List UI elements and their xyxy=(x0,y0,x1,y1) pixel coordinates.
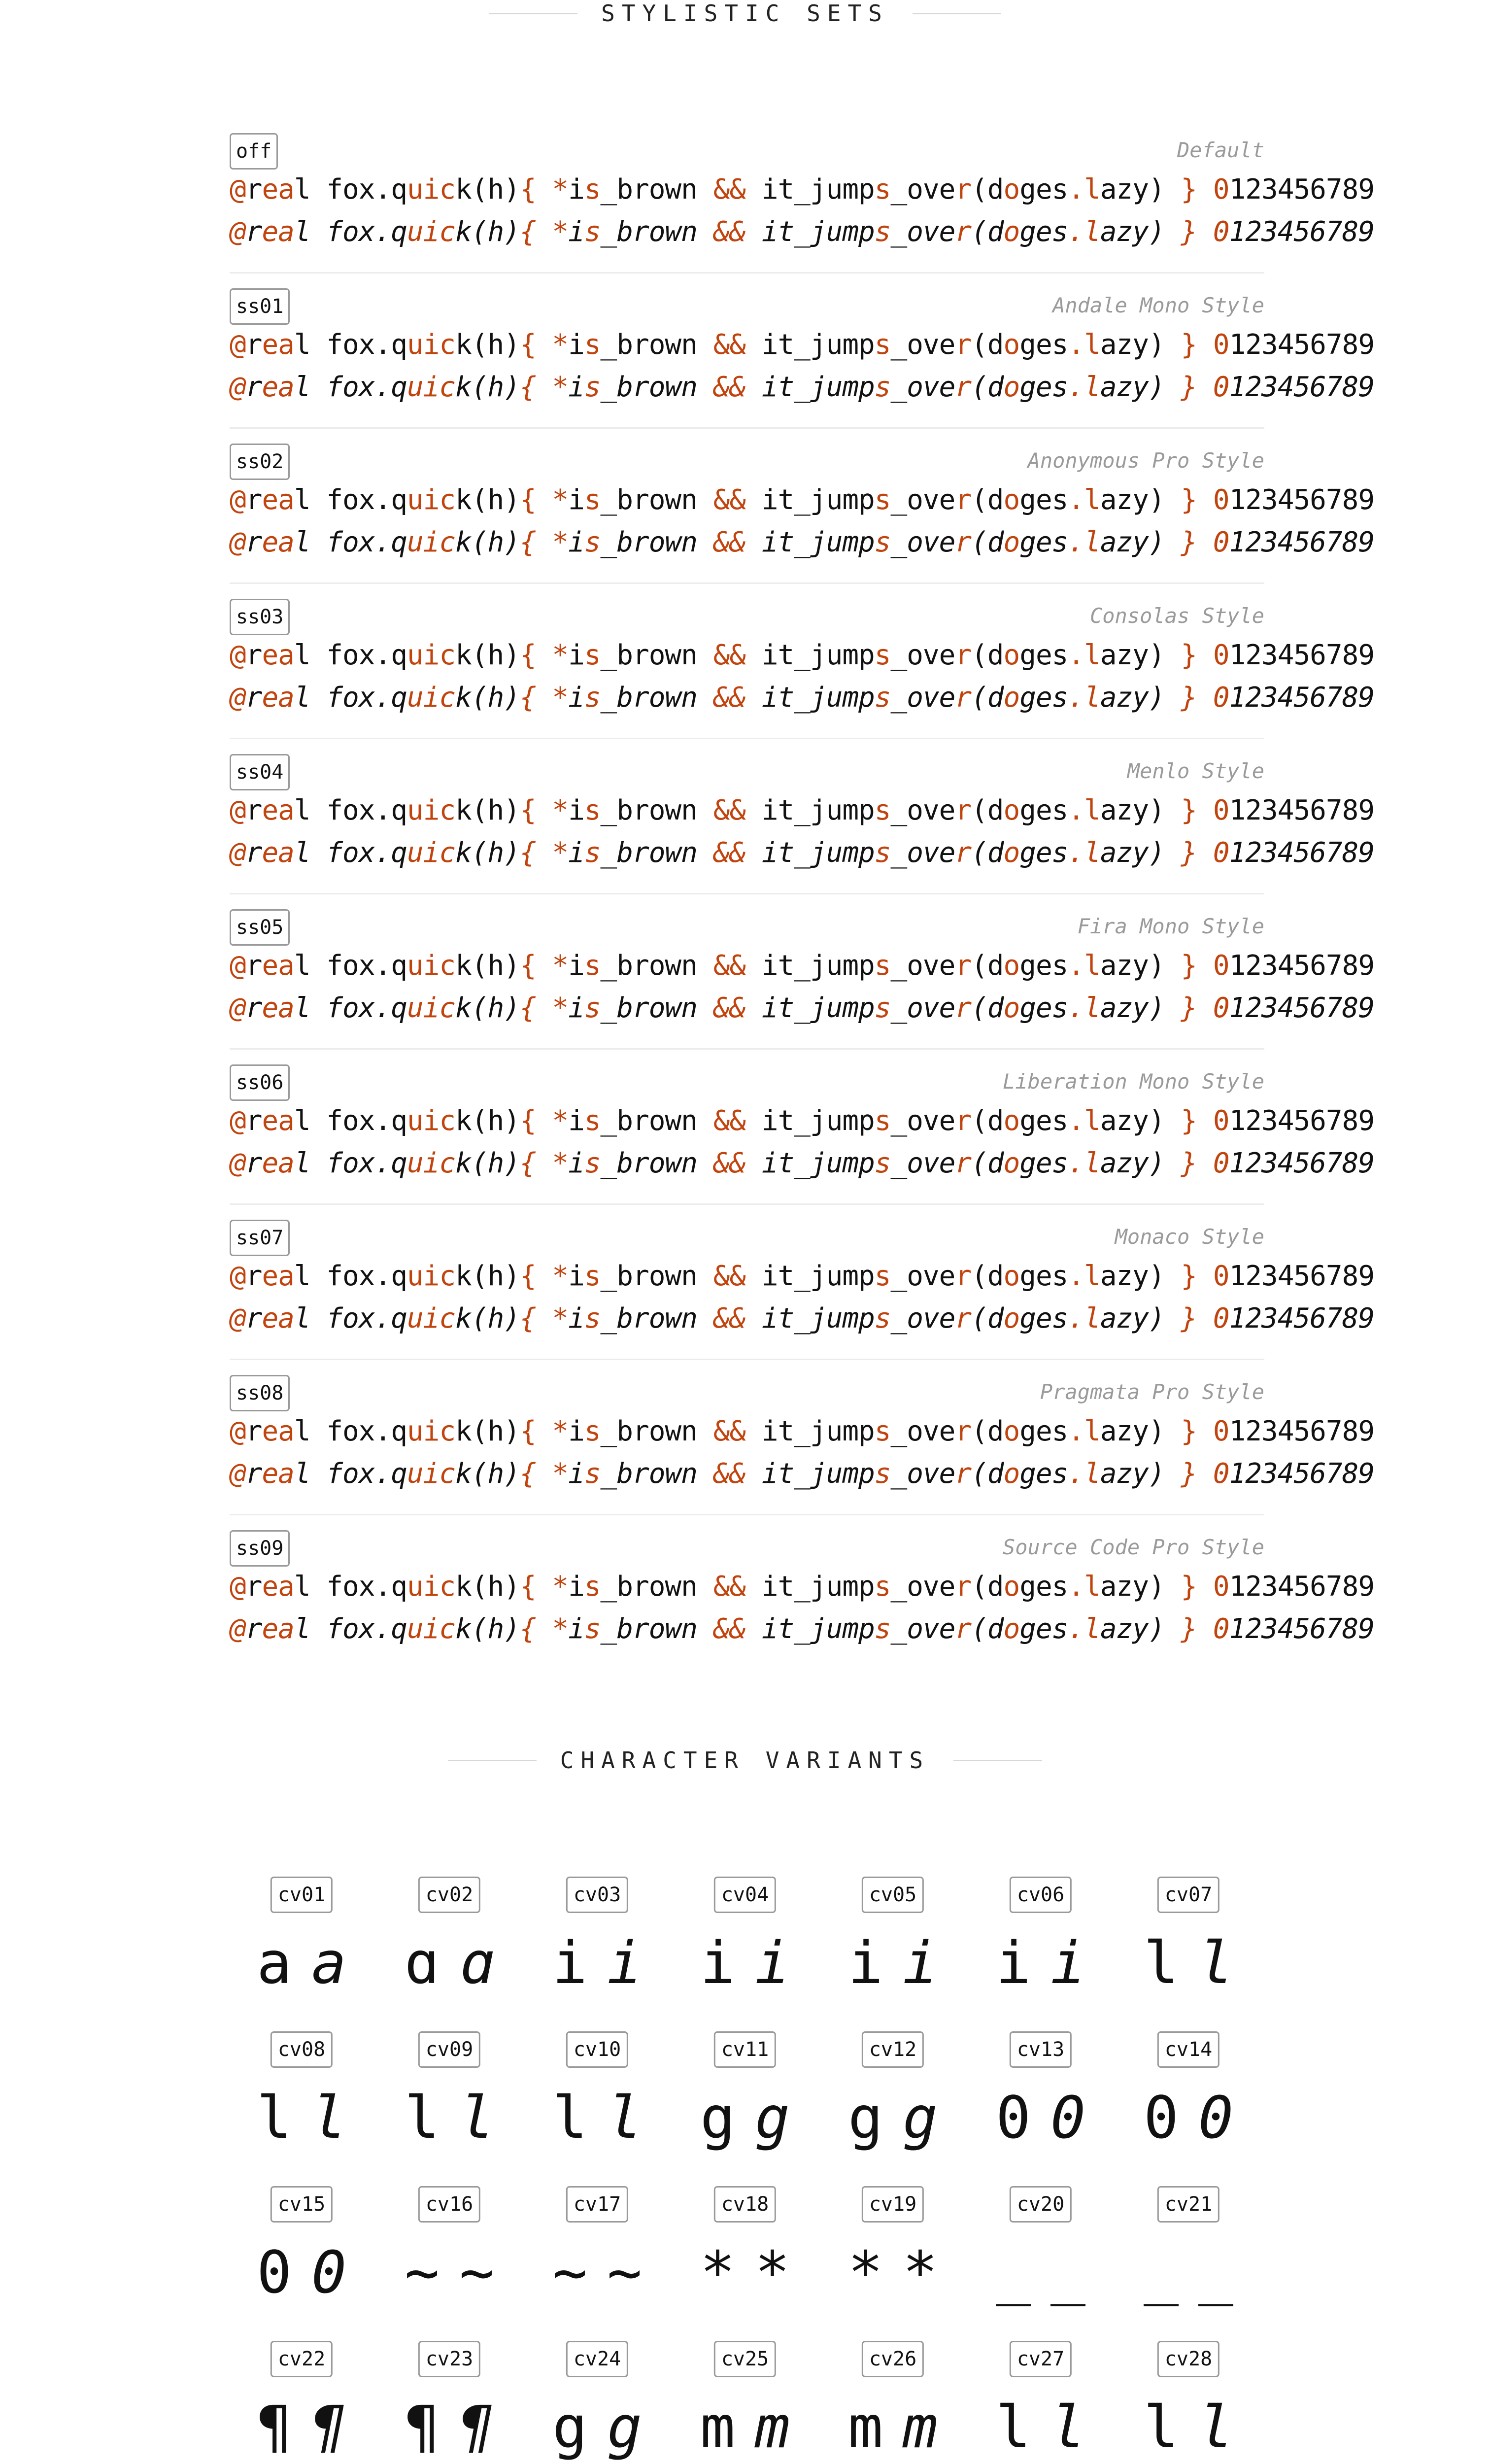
variant-glyphs xyxy=(967,1931,1115,1995)
glyph-upright: _ xyxy=(1143,2238,1179,2306)
variant-tag: cv11 xyxy=(714,2031,776,2068)
code-sample-italic: @real fox.quick(h){ *is_brown && it_jumps_over(doges.lazy) } 0123456789 xyxy=(230,837,1375,869)
variant-tag: cv10 xyxy=(566,2031,628,2068)
glyph-italic: l xyxy=(1198,1929,1234,1997)
set-tag: ss09 xyxy=(230,1530,290,1567)
variant-cv09 xyxy=(375,2031,523,2186)
variant-glyphs xyxy=(375,1931,523,1995)
variant-tag: cv07 xyxy=(1157,1877,1219,1913)
variant-cv22 xyxy=(228,2341,375,2464)
variant-cv25 xyxy=(671,2341,819,2464)
set-name: Fira Mono Style xyxy=(1077,914,1264,938)
set-tag: ss04 xyxy=(230,754,290,790)
code-sample-italic: @real fox.quick(h){ *is_brown && it_jumps_over(doges.lazy) } 0123456789 xyxy=(230,526,1375,558)
variant-glyphs xyxy=(523,2395,671,2459)
glyph-upright: ɑ xyxy=(404,1929,440,1997)
variant-cv26 xyxy=(819,2341,967,2464)
glyph-upright: i xyxy=(700,1929,735,1997)
variant-tag: cv15 xyxy=(271,2186,333,2223)
code-sample-italic: @real fox.quick(h){ *is_brown && it_jumps_over(doges.lazy) } 0123456789 xyxy=(230,992,1375,1024)
glyph-upright: l xyxy=(404,2084,440,2152)
glyph-italic: ~ xyxy=(459,2238,495,2306)
variant-glyphs xyxy=(1115,2240,1262,2304)
code-sample-upright: @real fox.quick(h){ *is_brown && it_jumps_over(doges.lazy) } 0123456789 xyxy=(230,1415,1375,1447)
glyph-italic: * xyxy=(755,2238,790,2306)
variant-cv16 xyxy=(375,2186,523,2341)
variant-tag: cv18 xyxy=(714,2186,776,2223)
code-sample-upright: @real fox.quick(h){ *is_brown && it_jumps_over(doges.lazy) } 0123456789 xyxy=(230,484,1375,516)
variant-cv04 xyxy=(671,1877,819,2031)
glyph-italic: l xyxy=(311,2084,347,2152)
variant-cv08 xyxy=(228,2031,375,2186)
divider xyxy=(953,1760,1042,1761)
glyph-upright: ¶ xyxy=(256,2393,292,2461)
set-name: Andale Mono Style xyxy=(1052,293,1264,317)
variant-tag: cv02 xyxy=(418,1877,480,1913)
glyph-italic: l xyxy=(1198,2393,1234,2461)
code-sample-upright: @real fox.quick(h){ *is_brown && it_jumps_over(doges.lazy) } 0123456789 xyxy=(230,329,1375,361)
variant-tag: cv03 xyxy=(566,1877,628,1913)
variant-glyphs xyxy=(671,2086,819,2150)
glyph-italic: ¶ xyxy=(311,2393,347,2461)
variant-cv24 xyxy=(523,2341,671,2464)
variant-cv05 xyxy=(819,1877,967,2031)
code-sample-italic: @real fox.quick(h){ *is_brown && it_jumps_over(doges.lazy) } 0123456789 xyxy=(230,682,1375,714)
set-name: Liberation Mono Style xyxy=(1002,1069,1264,1094)
variant-tag: cv04 xyxy=(714,1877,776,1913)
variant-tag: cv13 xyxy=(1010,2031,1072,2068)
glyph-upright: _ xyxy=(995,2238,1031,2306)
set-tag: ss05 xyxy=(230,909,290,946)
variant-tag: cv28 xyxy=(1157,2341,1219,2377)
code-sample-upright: @real fox.quick(h){ *is_brown && it_jumps_over(doges.lazy) } 0123456789 xyxy=(230,639,1375,671)
glyph-upright: ~ xyxy=(404,2238,440,2306)
variant-row xyxy=(0,1877,1490,2031)
stylistic-set-ss03 xyxy=(230,584,1375,739)
variant-glyphs xyxy=(819,2395,967,2459)
glyph-italic: ¶ xyxy=(459,2393,495,2461)
code-sample-upright: @real fox.quick(h){ *is_brown && it_jumps_over(doges.lazy) } 0123456789 xyxy=(230,1105,1375,1137)
variant-cv18 xyxy=(671,2186,819,2341)
code-sample-italic: @real fox.quick(h){ *is_brown && it_jumps_over(doges.lazy) } 0123456789 xyxy=(230,1147,1375,1179)
variant-cv10 xyxy=(523,2031,671,2186)
variant-cv15 xyxy=(228,2186,375,2341)
variant-cv17 xyxy=(523,2186,671,2341)
glyph-italic: g xyxy=(607,2393,643,2461)
glyph-italic: i xyxy=(607,1929,643,1997)
glyph-upright: l xyxy=(256,2084,292,2152)
glyph-italic: 0 xyxy=(1198,2084,1234,2152)
stylistic-sets-list xyxy=(230,118,1375,1669)
variant-glyphs xyxy=(671,1931,819,1995)
variant-tag: cv26 xyxy=(862,2341,924,2377)
glyph-upright: ~ xyxy=(552,2238,587,2306)
variant-glyphs xyxy=(523,1931,671,1995)
variant-tag: cv16 xyxy=(418,2186,480,2223)
variant-cv27 xyxy=(967,2341,1115,2464)
variant-row xyxy=(0,2341,1490,2464)
glyph-upright: m xyxy=(700,2393,735,2461)
code-sample-upright: @real fox.quick(h){ *is_brown && it_jumps_over(doges.lazy) } 0123456789 xyxy=(230,1260,1375,1292)
variant-glyphs xyxy=(967,2086,1115,2150)
variant-tag: cv05 xyxy=(862,1877,924,1913)
variant-cv13 xyxy=(967,2031,1115,2186)
variant-tag: cv20 xyxy=(1010,2186,1072,2223)
variant-cv02 xyxy=(375,1877,523,2031)
glyph-upright: 0 xyxy=(1143,2084,1179,2152)
variant-cv28 xyxy=(1115,2341,1262,2464)
glyph-upright: 0 xyxy=(995,2084,1031,2152)
glyph-italic: g xyxy=(903,2084,938,2152)
variant-glyphs xyxy=(671,2240,819,2304)
glyph-upright: l xyxy=(995,2393,1031,2461)
variant-tag: cv22 xyxy=(271,2341,333,2377)
set-tag: ss08 xyxy=(230,1375,290,1411)
glyph-upright: m xyxy=(847,2393,883,2461)
variant-glyphs xyxy=(819,2086,967,2150)
divider xyxy=(448,1760,537,1761)
glyph-italic: i xyxy=(903,1929,938,1997)
variant-glyphs xyxy=(228,2395,375,2459)
glyph-italic: 0 xyxy=(311,2238,347,2306)
variant-cv07 xyxy=(1115,1877,1262,2031)
glyph-upright: g xyxy=(847,2084,883,2152)
variant-tag: cv12 xyxy=(862,2031,924,2068)
variant-glyphs xyxy=(523,2240,671,2304)
glyph-italic: m xyxy=(903,2393,938,2461)
glyph-upright: l xyxy=(1143,1929,1179,1997)
code-sample-italic: @real fox.quick(h){ *is_brown && it_jumps_over(doges.lazy) } 0123456789 xyxy=(230,1458,1375,1490)
glyph-italic: ~ xyxy=(607,2238,643,2306)
variant-glyphs xyxy=(375,2240,523,2304)
glyph-italic: _ xyxy=(1198,2238,1234,2306)
glyph-italic: m xyxy=(755,2393,790,2461)
variant-tag: cv24 xyxy=(566,2341,628,2377)
code-sample-upright: @real fox.quick(h){ *is_brown && it_jumps_over(doges.lazy) } 0123456789 xyxy=(230,950,1375,982)
glyph-italic: * xyxy=(903,2238,938,2306)
stylistic-set-off xyxy=(230,118,1375,274)
glyph-upright: i xyxy=(552,1929,587,1997)
variant-cv12 xyxy=(819,2031,967,2186)
variant-glyphs xyxy=(1115,2395,1262,2459)
variant-glyphs xyxy=(819,2240,967,2304)
glyph-upright: l xyxy=(1143,2393,1179,2461)
glyph-italic: a xyxy=(311,1929,347,1997)
stylistic-set-ss01 xyxy=(230,274,1375,429)
set-name: Default xyxy=(1177,138,1264,162)
variant-cv19 xyxy=(819,2186,967,2341)
variant-glyphs xyxy=(228,2086,375,2150)
variant-glyphs xyxy=(375,2395,523,2459)
set-name: Anonymous Pro Style xyxy=(1027,448,1264,473)
variant-cv14 xyxy=(1115,2031,1262,2186)
variant-glyphs xyxy=(1115,1931,1262,1995)
variant-tag: cv17 xyxy=(566,2186,628,2223)
set-name: Menlo Style xyxy=(1127,759,1264,783)
set-name: Source Code Pro Style xyxy=(1002,1535,1264,1559)
code-sample-upright: @real fox.quick(h){ *is_brown && it_jumps_over(doges.lazy) } 0123456789 xyxy=(230,794,1375,826)
variant-glyphs xyxy=(967,2395,1115,2459)
variant-glyphs xyxy=(967,2240,1115,2304)
glyph-italic: 0 xyxy=(1050,2084,1086,2152)
set-tag: ss02 xyxy=(230,444,290,480)
section-title: STYLISTIC SETS xyxy=(601,0,889,27)
glyph-upright: g xyxy=(700,2084,735,2152)
stylistic-set-ss02 xyxy=(230,429,1375,584)
glyph-italic: l xyxy=(1050,2393,1086,2461)
glyph-upright: * xyxy=(700,2238,735,2306)
set-tag: ss06 xyxy=(230,1064,290,1101)
variant-cv06 xyxy=(967,1877,1115,2031)
variant-cv01 xyxy=(228,1877,375,2031)
set-name: Pragmata Pro Style xyxy=(1040,1380,1264,1404)
glyph-italic: i xyxy=(755,1929,790,1997)
variant-tag: cv06 xyxy=(1010,1877,1072,1913)
variant-tag: cv01 xyxy=(271,1877,333,1913)
variant-glyphs xyxy=(375,2086,523,2150)
stylistic-set-ss04 xyxy=(230,739,1375,894)
stylistic-set-ss09 xyxy=(230,1515,1375,1669)
stylistic-set-ss07 xyxy=(230,1205,1375,1360)
section-title: CHARACTER VARIANTS xyxy=(560,1747,930,1774)
set-tag: ss03 xyxy=(230,599,290,635)
glyph-upright: ¶ xyxy=(404,2393,440,2461)
character-variants-header xyxy=(0,1747,1490,1774)
glyph-upright: i xyxy=(847,1929,883,1997)
variant-tag: cv14 xyxy=(1157,2031,1219,2068)
variant-cv11 xyxy=(671,2031,819,2186)
variant-cv20 xyxy=(967,2186,1115,2341)
glyph-upright: a xyxy=(256,1929,292,1997)
glyph-italic: ɑ xyxy=(459,1929,495,1997)
variant-tag: cv21 xyxy=(1157,2186,1219,2223)
variant-glyphs xyxy=(228,2240,375,2304)
code-sample-italic: @real fox.quick(h){ *is_brown && it_jumps_over(doges.lazy) } 0123456789 xyxy=(230,1302,1375,1335)
set-tag: ss07 xyxy=(230,1220,290,1256)
code-sample-upright: @real fox.quick(h){ *is_brown && it_jumps_over(doges.lazy) } 0123456789 xyxy=(230,1571,1375,1603)
glyph-upright: 0 xyxy=(256,2238,292,2306)
variant-tag: cv27 xyxy=(1010,2341,1072,2377)
variant-row xyxy=(0,2031,1490,2186)
stylistic-set-ss05 xyxy=(230,894,1375,1050)
divider xyxy=(489,13,577,14)
variant-tag: cv25 xyxy=(714,2341,776,2377)
stylistic-sets-header xyxy=(0,0,1490,27)
glyph-italic: g xyxy=(755,2084,790,2152)
variant-tag: cv23 xyxy=(418,2341,480,2377)
variant-glyphs xyxy=(1115,2086,1262,2150)
variant-tag: cv08 xyxy=(271,2031,333,2068)
code-sample-italic: @real fox.quick(h){ *is_brown && it_jumps_over(doges.lazy) } 0123456789 xyxy=(230,371,1375,403)
variant-cv21 xyxy=(1115,2186,1262,2341)
variant-glyphs xyxy=(228,1931,375,1995)
variant-cv23 xyxy=(375,2341,523,2464)
set-name: Monaco Style xyxy=(1115,1225,1264,1249)
code-sample-italic: @real fox.quick(h){ *is_brown && it_jumps_over(doges.lazy) } 0123456789 xyxy=(230,1613,1375,1645)
variant-tag: cv09 xyxy=(418,2031,480,2068)
stylistic-set-ss08 xyxy=(230,1360,1375,1515)
variant-glyphs xyxy=(819,1931,967,1995)
glyph-italic: l xyxy=(607,2084,643,2152)
glyph-italic: _ xyxy=(1050,2238,1086,2306)
variant-cv03 xyxy=(523,1877,671,2031)
divider xyxy=(913,13,1001,14)
code-sample-upright: @real fox.quick(h){ *is_brown && it_jumps_over(doges.lazy) } 0123456789 xyxy=(230,173,1375,205)
glyph-upright: g xyxy=(552,2393,587,2461)
glyph-italic: l xyxy=(459,2084,495,2152)
variant-glyphs xyxy=(523,2086,671,2150)
code-sample-italic: @real fox.quick(h){ *is_brown && it_jumps_over(doges.lazy) } 0123456789 xyxy=(230,216,1375,248)
glyph-upright: l xyxy=(552,2084,587,2152)
glyph-italic: i xyxy=(1050,1929,1086,1997)
glyph-upright: i xyxy=(995,1929,1031,1997)
variant-glyphs xyxy=(671,2395,819,2459)
stylistic-set-ss06 xyxy=(230,1050,1375,1205)
set-name: Consolas Style xyxy=(1089,604,1264,628)
variant-row xyxy=(0,2186,1490,2341)
set-tag: ss01 xyxy=(230,288,290,325)
set-tag: off xyxy=(230,133,278,170)
glyph-upright: * xyxy=(847,2238,883,2306)
variant-tag: cv19 xyxy=(862,2186,924,2223)
